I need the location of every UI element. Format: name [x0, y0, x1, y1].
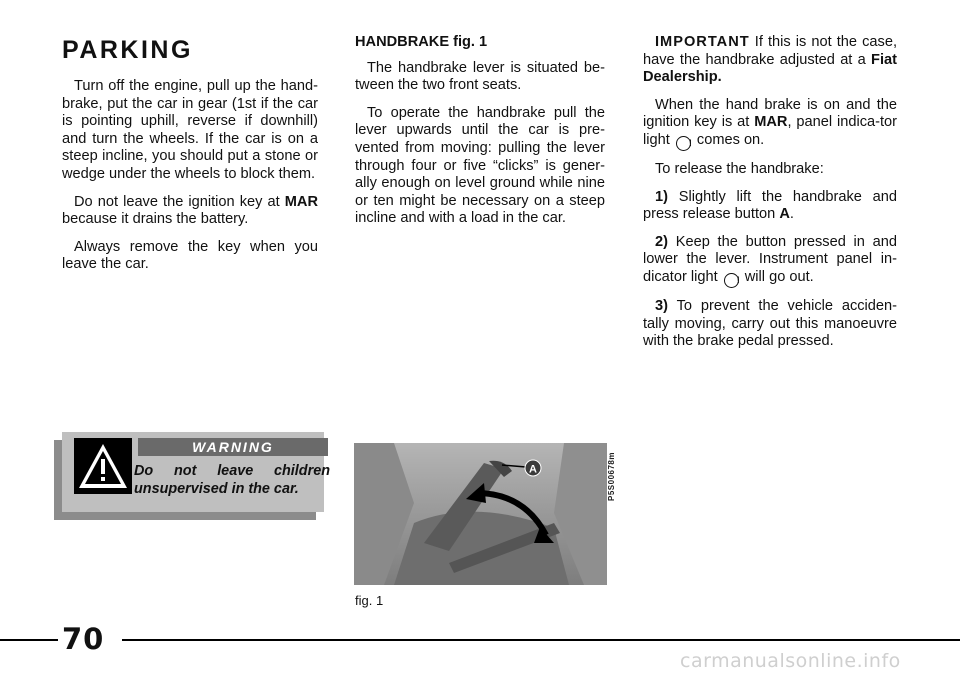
warning-box — [52, 432, 330, 520]
text-span: Keep the button pressed in and lower the lever. Instrument panel in-dicator light — [643, 233, 897, 285]
text-span: will go out. — [744, 268, 814, 285]
handbrake-paragraph-1: The handbrake lever is situated be-tween the two front seats. — [355, 59, 605, 94]
text-span: because it drains the battery. — [62, 211, 249, 228]
brake-warning-light-icon: ! — [724, 273, 739, 288]
release-step-3 — [643, 298, 897, 351]
bold-a: A — [779, 206, 790, 223]
brake-warning-light-icon: ! — [676, 136, 691, 151]
warning-panel — [62, 432, 330, 512]
warning-text: Do not leave children unsupervised in the car. — [134, 463, 330, 497]
text-span: comes on. — [696, 131, 765, 148]
step-number: 1) — [655, 188, 668, 205]
column-release — [643, 34, 897, 361]
release-step-2 — [643, 234, 897, 288]
warning-title: WARNING — [138, 438, 328, 456]
step-number: 3) — [655, 297, 668, 314]
text-span: Do not leave the ignition key at — [74, 193, 280, 210]
watermark: carmanualsonline.info — [680, 650, 901, 672]
parking-paragraph-2 — [62, 194, 318, 229]
figure-label-a: A — [529, 463, 537, 476]
footer-rule-left — [0, 639, 58, 641]
column-parking — [62, 34, 318, 284]
indicator-paragraph — [643, 97, 897, 151]
bold-dealership: Fiat Dealership. — [643, 51, 897, 86]
section-subheading-handbrake: HANDBRAKE fig. 1 — [355, 34, 488, 50]
warning-triangle-icon — [74, 438, 132, 494]
important-label: IMPORTANT — [655, 34, 750, 50]
important-paragraph — [643, 34, 897, 87]
footer-rule-right — [122, 639, 960, 641]
figure-caption: fig. 1 — [355, 593, 384, 608]
text-span: To prevent the vehicle acciden-tally moving, carry out this manoeuvre with the brake pedal pressed. — [643, 297, 898, 350]
bold-mar: MAR — [754, 114, 788, 131]
release-step-1: 1) Slightly lift the handbrake and press release button A. — [643, 188, 898, 223]
text-span: When the hand brake is on and the ignition key is at — [643, 96, 897, 131]
figure-code: P5S00678m — [607, 452, 616, 501]
text-span: If this is not the case, have the handbrake adjusted at a — [643, 34, 897, 68]
handbrake-figure — [354, 443, 607, 585]
text-span: Slightly lift the handbrake and press release button — [643, 188, 898, 223]
bold-mar: MAR — [284, 193, 318, 210]
text-span: , panel indica-tor light — [643, 114, 897, 148]
page-number: 70 — [62, 622, 105, 656]
handbrake-paragraph-2: To operate the handbrake pull the lever upwards until the car is pre-vented from moving: pulling the lever through four or five “clicks” is gener-ally enough on level ground while nine or ten might be necessary on a steep incline and with a load in the car. — [355, 104, 605, 227]
step-number: 2) — [655, 233, 668, 250]
parking-paragraph-3: Always remove the key when you leave the car. — [62, 238, 318, 273]
section-heading-parking: PARKING — [62, 36, 193, 64]
release-intro: To release the handbrake: — [655, 160, 824, 177]
parking-paragraph-1: Turn off the engine, pull up the hand-brake, put the car in gear (1st if the car is pointing uphill, reverse if downhill) and turn the wheels. If the car is on a steep incline, you should put a stone or wedge under the wheels to block them. — [62, 78, 318, 182]
column-handbrake — [355, 34, 605, 238]
